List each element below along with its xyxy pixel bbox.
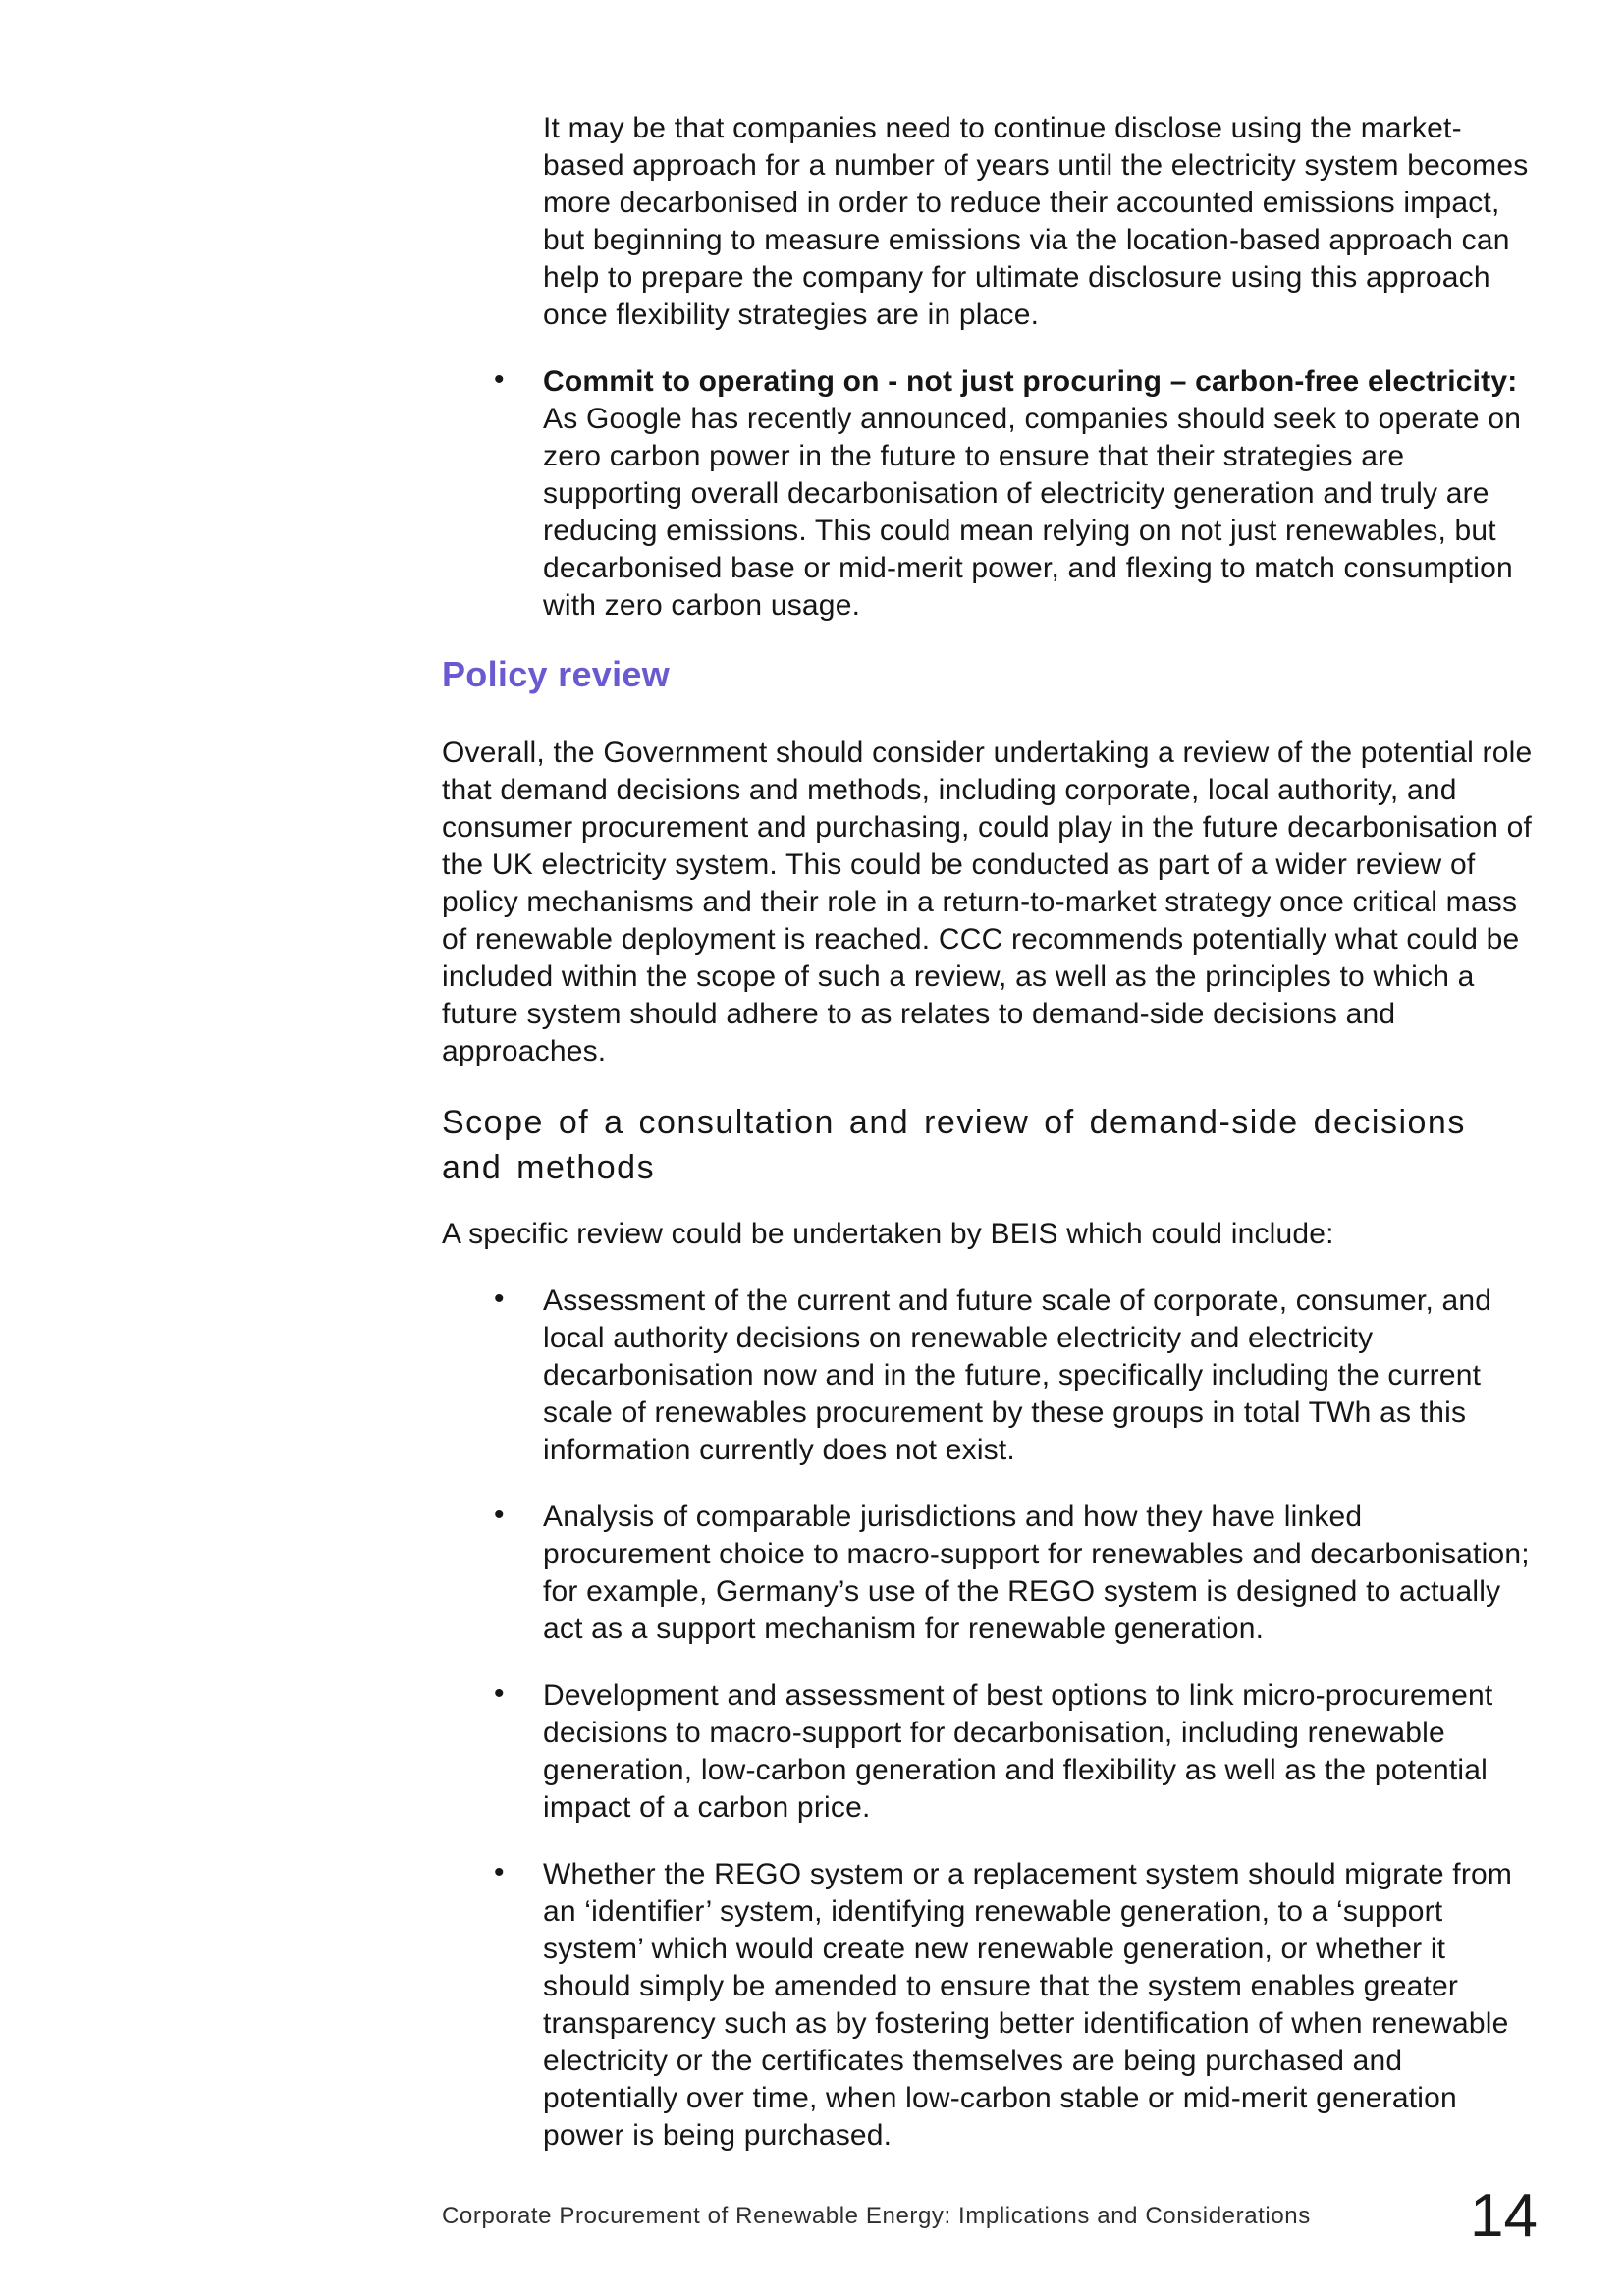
top-bullet-list — [494, 363, 1538, 625]
bullet-lead-bold: Commit to operating on - not just procuring – carbon-free electricity: — [543, 365, 1518, 398]
scope-heading: Scope of a consultation and review of demand-side decisions and methods — [442, 1104, 1466, 1186]
list-item — [494, 1283, 1538, 1469]
bullet-text: Whether the REGO system or a replacement system should migrate from an ‘identifier’ system, identifying renewable generation, to a ‘support system’ which would create new renewable generation, or whether it should simply be amended to ensure that the system enables greater transparency such as by fostering better identification of when renewable electricity or the certificates themselves are being purchased and potentially over time, when low-carbon stable or mid-merit generation power is being purchased. — [543, 1858, 1513, 2152]
bullet-text: Development and assessment of best options to link micro-procurement decisions to macro-support for decarbonisation, including renewable generation, low-carbon generation and flexibility as well as the potential impact of a carbon price. — [543, 1679, 1493, 1824]
page-number: 14 — [1470, 2182, 1538, 2250]
intro-paragraph: It may be that companies need to continue disclose using the market-based approach for a number of years until the electricity system becomes more decarbonised in order to reduce their accounted emissions impact, but beginning to measure emissions via the location-based approach can help to prepare the company for ultimate disclosure using this approach once flexibility strategies are in place. — [543, 112, 1529, 331]
list-item — [494, 1677, 1538, 1827]
bullet-marker: • — [494, 1856, 505, 1888]
policy-review-heading: Policy review — [442, 654, 671, 694]
bullet-marker: • — [494, 1677, 505, 1710]
policy-review-paragraph: Overall, the Government should consider undertaking a review of the potential role that demand decisions and methods, including corporate, local authority, and consumer procurement and purchasing, could play in the future decarbonisation of the UK electricity system. This could be conducted as part of a wider review of policy mechanisms and their role in a return-to-market strategy once critical mass of renewable deployment is reached. CCC recommends potentially what could be included within the scope of such a review, as well as the principles to which a future system should adhere to as relates to demand-side decisions and approaches. — [442, 737, 1533, 1067]
page-footer — [442, 2182, 1538, 2250]
list-item — [494, 1499, 1538, 1648]
bullet-marker: • — [494, 363, 505, 396]
bullet-text: Analysis of comparable jurisdictions and how they have linked procurement choice to macro-support for renewables and decarbonisation; for example, Germany’s use of the REGO system is designed to actually act as a support mechanism for renewable generation. — [543, 1501, 1530, 1645]
bullet-text: Assessment of the current and future scale of corporate, consumer, and local authority decisions on renewable electricity and electricity decarbonisation now and in the future, specifically including the current scale of renewables procurement by these groups in total TWh as this information currently does not exist. — [543, 1285, 1492, 1466]
list-item — [494, 363, 1538, 625]
scope-bullet-list — [494, 1283, 1538, 2155]
bullet-marker: • — [494, 1283, 505, 1315]
bullet-text: As Google has recently announced, companies should seek to operate on zero carbon power in the future to ensure that their strategies are supporting overall decarbonisation of electricity generation and truly are reducing emissions. This could mean relying on not just renewables, but decarbonised base or mid-merit power, and flexing to match consumption with zero carbon usage. — [543, 403, 1522, 622]
list-item — [494, 1856, 1538, 2155]
footer-report-title: Corporate Procurement of Renewable Energy: Implications and Considerations — [442, 2203, 1311, 2229]
bullet-marker: • — [494, 1499, 505, 1531]
scope-intro: A specific review could be undertaken by BEIS which could include: — [442, 1218, 1334, 1250]
